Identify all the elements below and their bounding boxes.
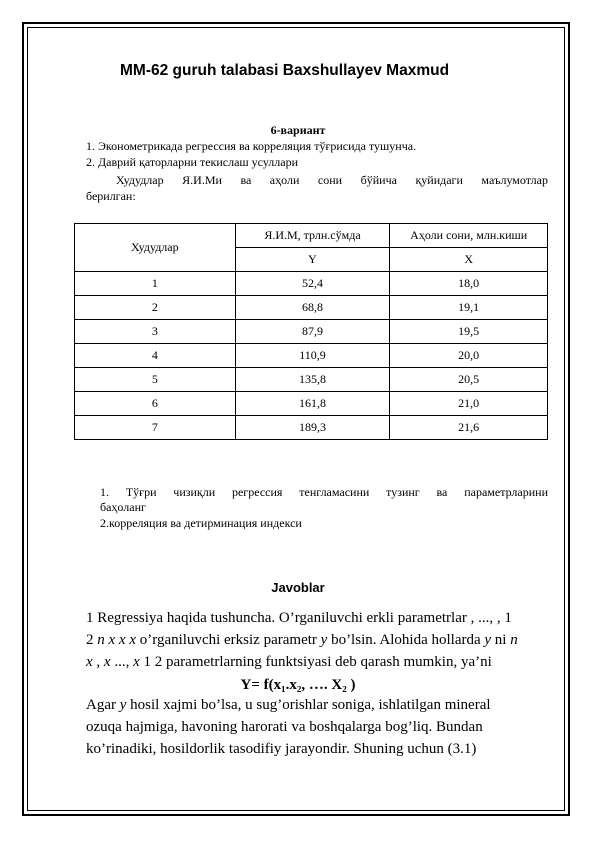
cell-region: 6	[75, 392, 236, 416]
data-table	[74, 223, 548, 440]
cell-region: 5	[75, 368, 236, 392]
answer-p2-line-3: ko’rinadiki, hosildorlik tasodifiy jarayondir. Shuning uchun (3.1)	[86, 741, 477, 757]
cell-y: 87,9	[235, 320, 390, 344]
cell-x: 18,0	[390, 272, 548, 296]
symbol-y: Y	[235, 248, 390, 272]
table-row	[75, 296, 548, 320]
cell-y: 52,4	[235, 272, 390, 296]
table-row	[75, 368, 548, 392]
answer-p1-line-3: x , x ..., x 1 2 parametrlarning funktsiyasi deb qarash mumkin, ya’ni	[86, 654, 492, 670]
cell-x: 19,1	[390, 296, 548, 320]
cell-x: 21,0	[390, 392, 548, 416]
question-1: 1. Эконометрикада регрессия ва корреляция тўғрисида тушунча.	[86, 139, 417, 153]
cell-region: 2	[75, 296, 236, 320]
cell-region: 3	[75, 320, 236, 344]
task-1-line-1: 1. Тўғри чизиқли регрессия тенгламасини тузинг ва параметрларини	[100, 485, 548, 499]
data-intro-line-2: берилган:	[86, 189, 136, 203]
question-2: 2. Даврий қаторларни текислаш усуллари	[86, 155, 299, 169]
cell-x: 19,5	[390, 320, 548, 344]
answers-heading: Javoblar	[271, 580, 325, 595]
cell-x: 20,5	[390, 368, 548, 392]
cell-y: 110,9	[235, 344, 390, 368]
cell-x: 20,0	[390, 344, 548, 368]
table-header-row	[75, 224, 548, 248]
header-regions: Худудлар	[75, 224, 236, 272]
cell-region: 4	[75, 344, 236, 368]
answer-p1-line-2: 2 n x x x o’rganiluvchi erksiz parametr y bo’lsin. Alohida hollarda y ni n	[86, 632, 518, 648]
answer-p1-line-1: 1 Regressiya haqida tushuncha. O’rganiluvchi erkli parametrlar , ..., , 1	[86, 610, 512, 626]
data-intro-line-1: Худудлар Я.И.Ми ва аҳоли сони бўйича қуйидаги маълумотлар	[116, 173, 548, 187]
table-row	[75, 416, 548, 440]
table-row	[75, 344, 548, 368]
table-row	[75, 392, 548, 416]
cell-region: 7	[75, 416, 236, 440]
cell-y: 189,3	[235, 416, 390, 440]
cell-x: 21,6	[390, 416, 548, 440]
header-gdp: Я.И.М, трлн.сўмда	[235, 224, 390, 248]
document-title: MM-62 guruh talabasi Baxshullayev Maxmud	[120, 62, 450, 79]
cell-y: 68,8	[235, 296, 390, 320]
cell-region: 1	[75, 272, 236, 296]
table-row	[75, 272, 548, 296]
answer-p2-line-2: ozuqa hajmiga, havoning harorati va boshqalarga bog’liq. Bundan	[86, 719, 483, 735]
task-1-line-2: баҳоланг	[100, 500, 146, 514]
task-2: 2.корреляция ва детирминация индекси	[100, 516, 302, 530]
answer-p2-line-1: Agar y hosil xajmi bo’lsa, u sug’orishlar soniga, ishlatilgan mineral	[86, 697, 491, 713]
header-population: Аҳоли сони, млн.киши	[390, 224, 548, 248]
regression-formula: Y= f(x₁.x₂, …. X₂ )	[240, 677, 356, 693]
cell-y: 135,8	[235, 368, 390, 392]
table-row	[75, 320, 548, 344]
symbol-x: X	[390, 248, 548, 272]
cell-y: 161,8	[235, 392, 390, 416]
variant-heading: 6-вариант	[270, 123, 326, 137]
